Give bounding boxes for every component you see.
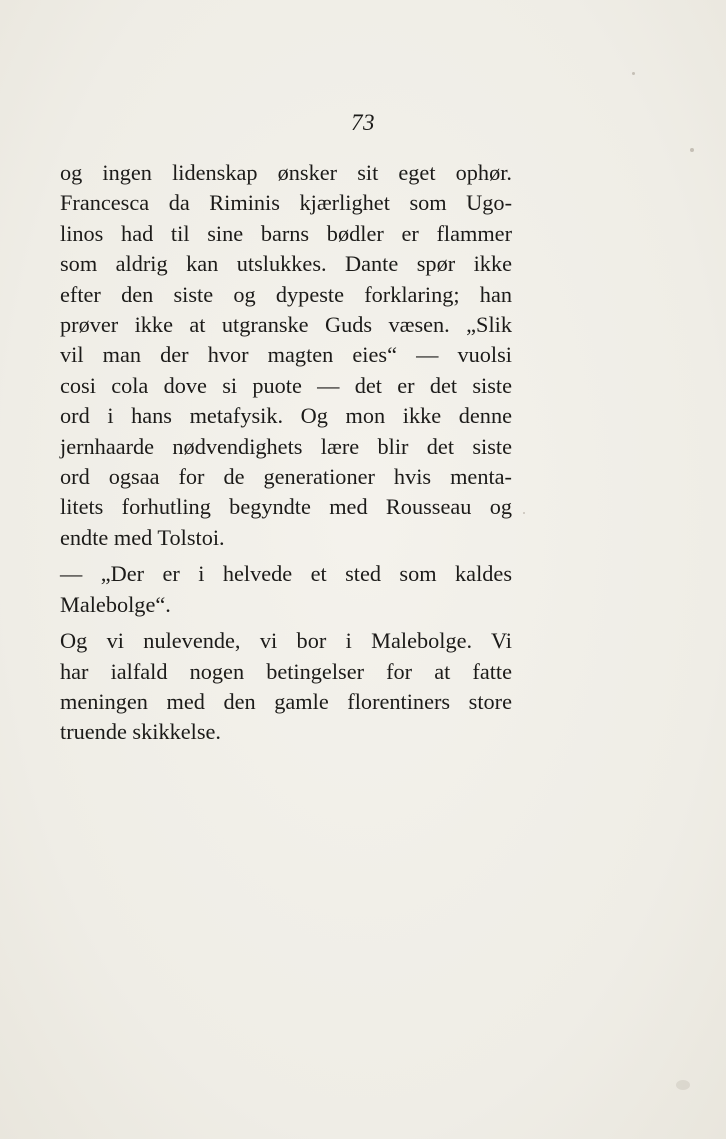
text-line: prøver ikke at utgranske Guds væsen. „Slik: [60, 312, 512, 338]
text-line: ord ogsaa for de generationer hvis menta-: [60, 464, 512, 490]
text-line: endte med Tolstoi.: [60, 524, 225, 550]
text-line: Francesca da Riminis kjærlighet som Ugo-: [60, 190, 512, 216]
paragraph-3: [60, 626, 512, 748]
text-line: efter den siste og dypeste forklaring; han: [60, 281, 512, 307]
paper-speck: [690, 148, 694, 152]
page-number: 73: [351, 110, 375, 135]
text-line: — „Der er i helvede et sted som kaldes: [60, 561, 512, 587]
text-line: vil man der hvor magten eies“ — vuolsi: [60, 342, 512, 368]
text-line: linos had til sine barns bødler er flammer: [60, 220, 512, 246]
paragraph-2: [60, 559, 512, 620]
text-line: cosi cola dove si puote — det er det siste: [60, 372, 512, 398]
text-line: meningen med den gamle florentiners store: [60, 688, 512, 714]
paper-speck: [523, 512, 525, 514]
text-line: har ialfald nogen betingelser for at fatte: [60, 658, 512, 684]
text-line: som aldrig kan utslukkes. Dante spør ikke: [60, 251, 512, 277]
text-line: og ingen lidenskap ønsker sit eget ophør.: [60, 160, 512, 185]
paragraph-1: [60, 158, 512, 553]
text-line: ord i hans metafysik. Og mon ikke denne: [60, 403, 512, 429]
text-line: truende skikkelse.: [60, 719, 221, 745]
body-text: [60, 158, 512, 748]
text-line: Og vi nulevende, vi bor i Malebolge. Vi: [60, 628, 512, 654]
text-line: Malebolge“.: [60, 591, 171, 617]
paper-speck: [676, 1080, 690, 1090]
paper-speck: [632, 72, 635, 75]
text-line: litets forhutling begyndte med Rousseau og: [60, 494, 512, 520]
text-line: jernhaarde nødvendighets lære blir det siste: [60, 433, 512, 459]
